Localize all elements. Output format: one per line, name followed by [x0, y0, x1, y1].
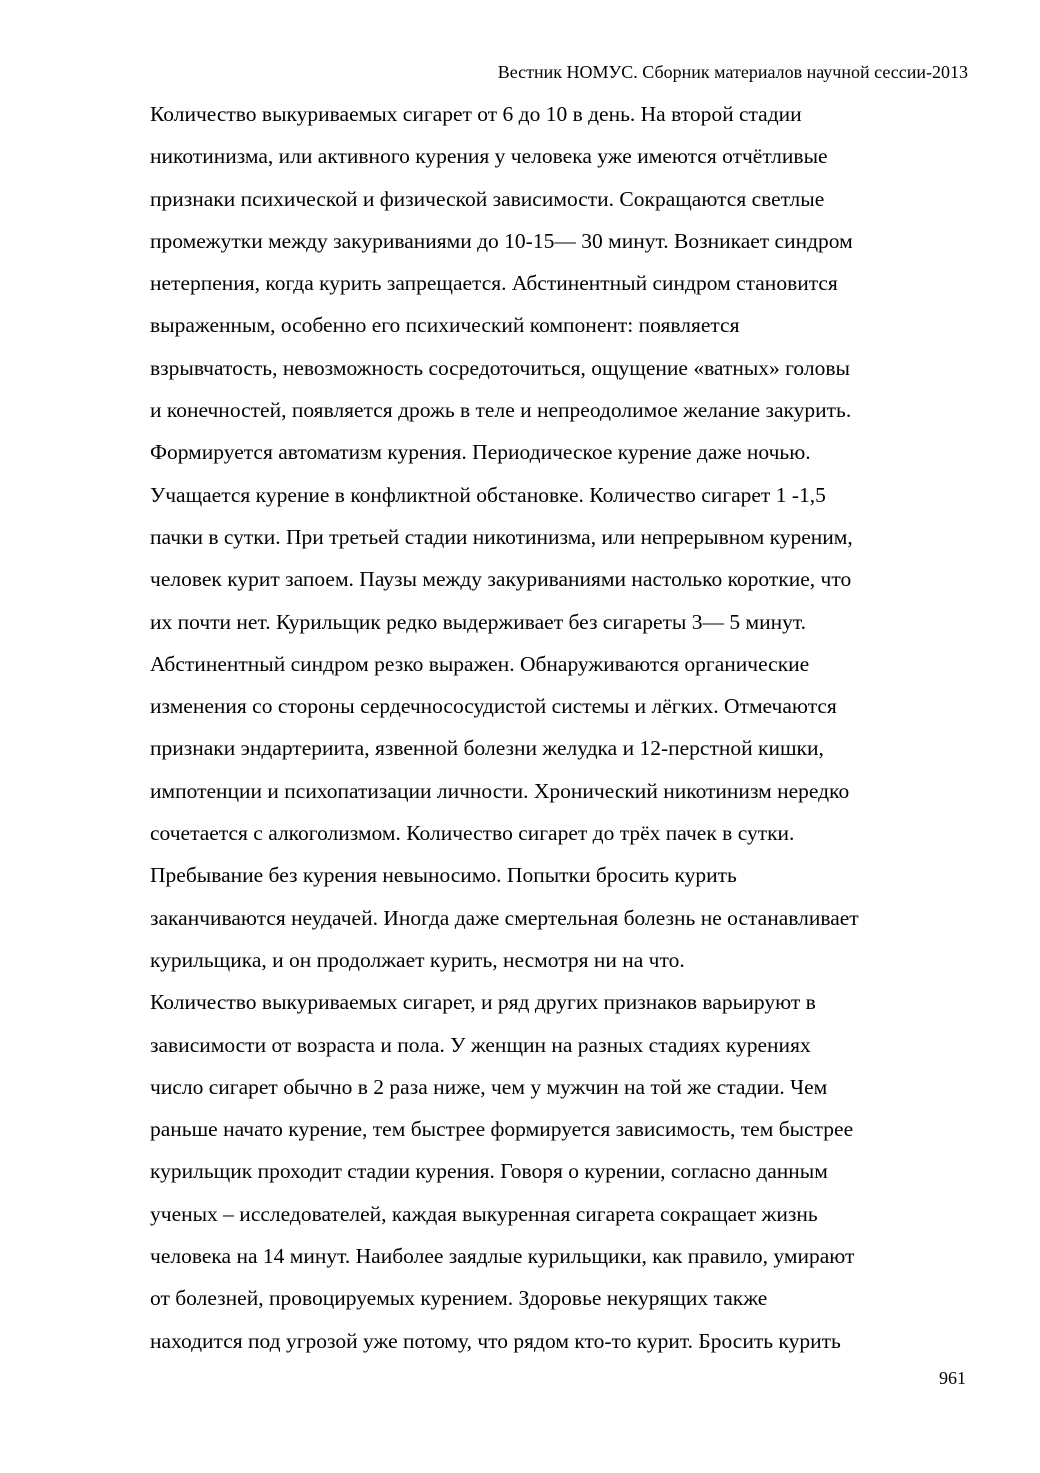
text-line: Формируется автоматизм курения. Периодическое курение даже ночью. — [150, 440, 811, 465]
text-line: число сигарет обычно в 2 раза ниже, чем у мужчин на той же стадии. Чем — [150, 1074, 828, 1099]
text-line: взрывчатость, невозможность сосредоточиться, ощущение «ватных» головы — [150, 355, 850, 380]
text-line: от болезней, провоцируемых курением. Здоровье некурящих также — [150, 1286, 768, 1311]
text-line: изменения со стороны сердечнососудистой системы и лёгких. Отмечаются — [150, 694, 837, 719]
text-line: и конечностей, появляется дрожь в теле и непреодолимое желание закурить. — [150, 398, 852, 423]
text-line: Учащается курение в конфликтной обстановке. Количество сигарет 1 -1,5 — [150, 482, 826, 507]
text-line: раньше начато курение, тем быстрее формируется зависимость, тем быстрее — [150, 1117, 854, 1142]
text-line: признаки эндартериита, язвенной болезни желудка и 12-перстной кишки, — [150, 736, 824, 761]
page-number: 961 — [939, 1368, 966, 1388]
text-line: заканчиваются неудачей. Иногда даже смертельная болезнь не останавливает — [150, 905, 859, 930]
text-line: выраженным, особенно его психический компонент: появляется — [150, 313, 740, 338]
text-line: человек курит запоем. Паузы между закуриваниями настолько короткие, что — [150, 567, 852, 592]
text-line: ученых – исследователей, каждая выкуренная сигарета сокращает жизнь — [150, 1201, 818, 1226]
text-line: курильщика, и он продолжает курить, несмотря ни на что. — [150, 947, 685, 972]
text-line: Пребывание без курения невыносимо. Попытки бросить курить — [150, 863, 737, 888]
text-line: импотенции и психопатизации личности. Хронический никотинизм нередко — [150, 778, 850, 803]
text-line: признаки психической и физической зависимости. Сокращаются светлые — [150, 186, 825, 211]
text-line: пачки в сутки. При третьей стадии никотинизма, или непрерывном куреним, — [150, 524, 853, 549]
text-line: курильщик проходит стадии курения. Говоря о курении, согласно данным — [150, 1159, 828, 1184]
text-line: никотинизма, или активного курения у человека уже имеются отчётливые — [150, 144, 828, 169]
text-line: сочетается с алкоголизмом. Количество сигарет до трёх пачек в сутки. — [150, 821, 795, 846]
text-line: Количество выкуриваемых сигарет от 6 до 10 в день. На второй стадии — [150, 102, 802, 126]
text-line: нетерпения, когда курить запрещается. Абстинентный синдром становится — [150, 271, 838, 296]
text-line: их почти нет. Курильщик редко выдерживает без сигареты 3— 5 минут. — [150, 609, 807, 634]
text-line: зависимости от возраста и пола. У женщин на разных стадиях курениях — [150, 1032, 811, 1057]
running-header: Вестник НОМУС. Сборник материалов научной сессии-2013 — [497, 62, 968, 82]
body-text — [150, 93, 980, 1362]
text-line: находится под угрозой уже потому, что рядом кто-то курит. Бросить курить — [150, 1328, 841, 1353]
text-line: человека на 14 минут. Наиболее заядлые курильщики, как правило, умирают — [150, 1244, 855, 1269]
text-line: Количество выкуриваемых сигарет, и ряд других признаков варьируют в — [150, 990, 816, 1015]
text-line: Абстинентный синдром резко выражен. Обнаруживаются органические — [150, 651, 810, 676]
text-line: промежутки между закуриваниями до 10-15— 30 минут. Возникает синдром — [150, 228, 853, 253]
